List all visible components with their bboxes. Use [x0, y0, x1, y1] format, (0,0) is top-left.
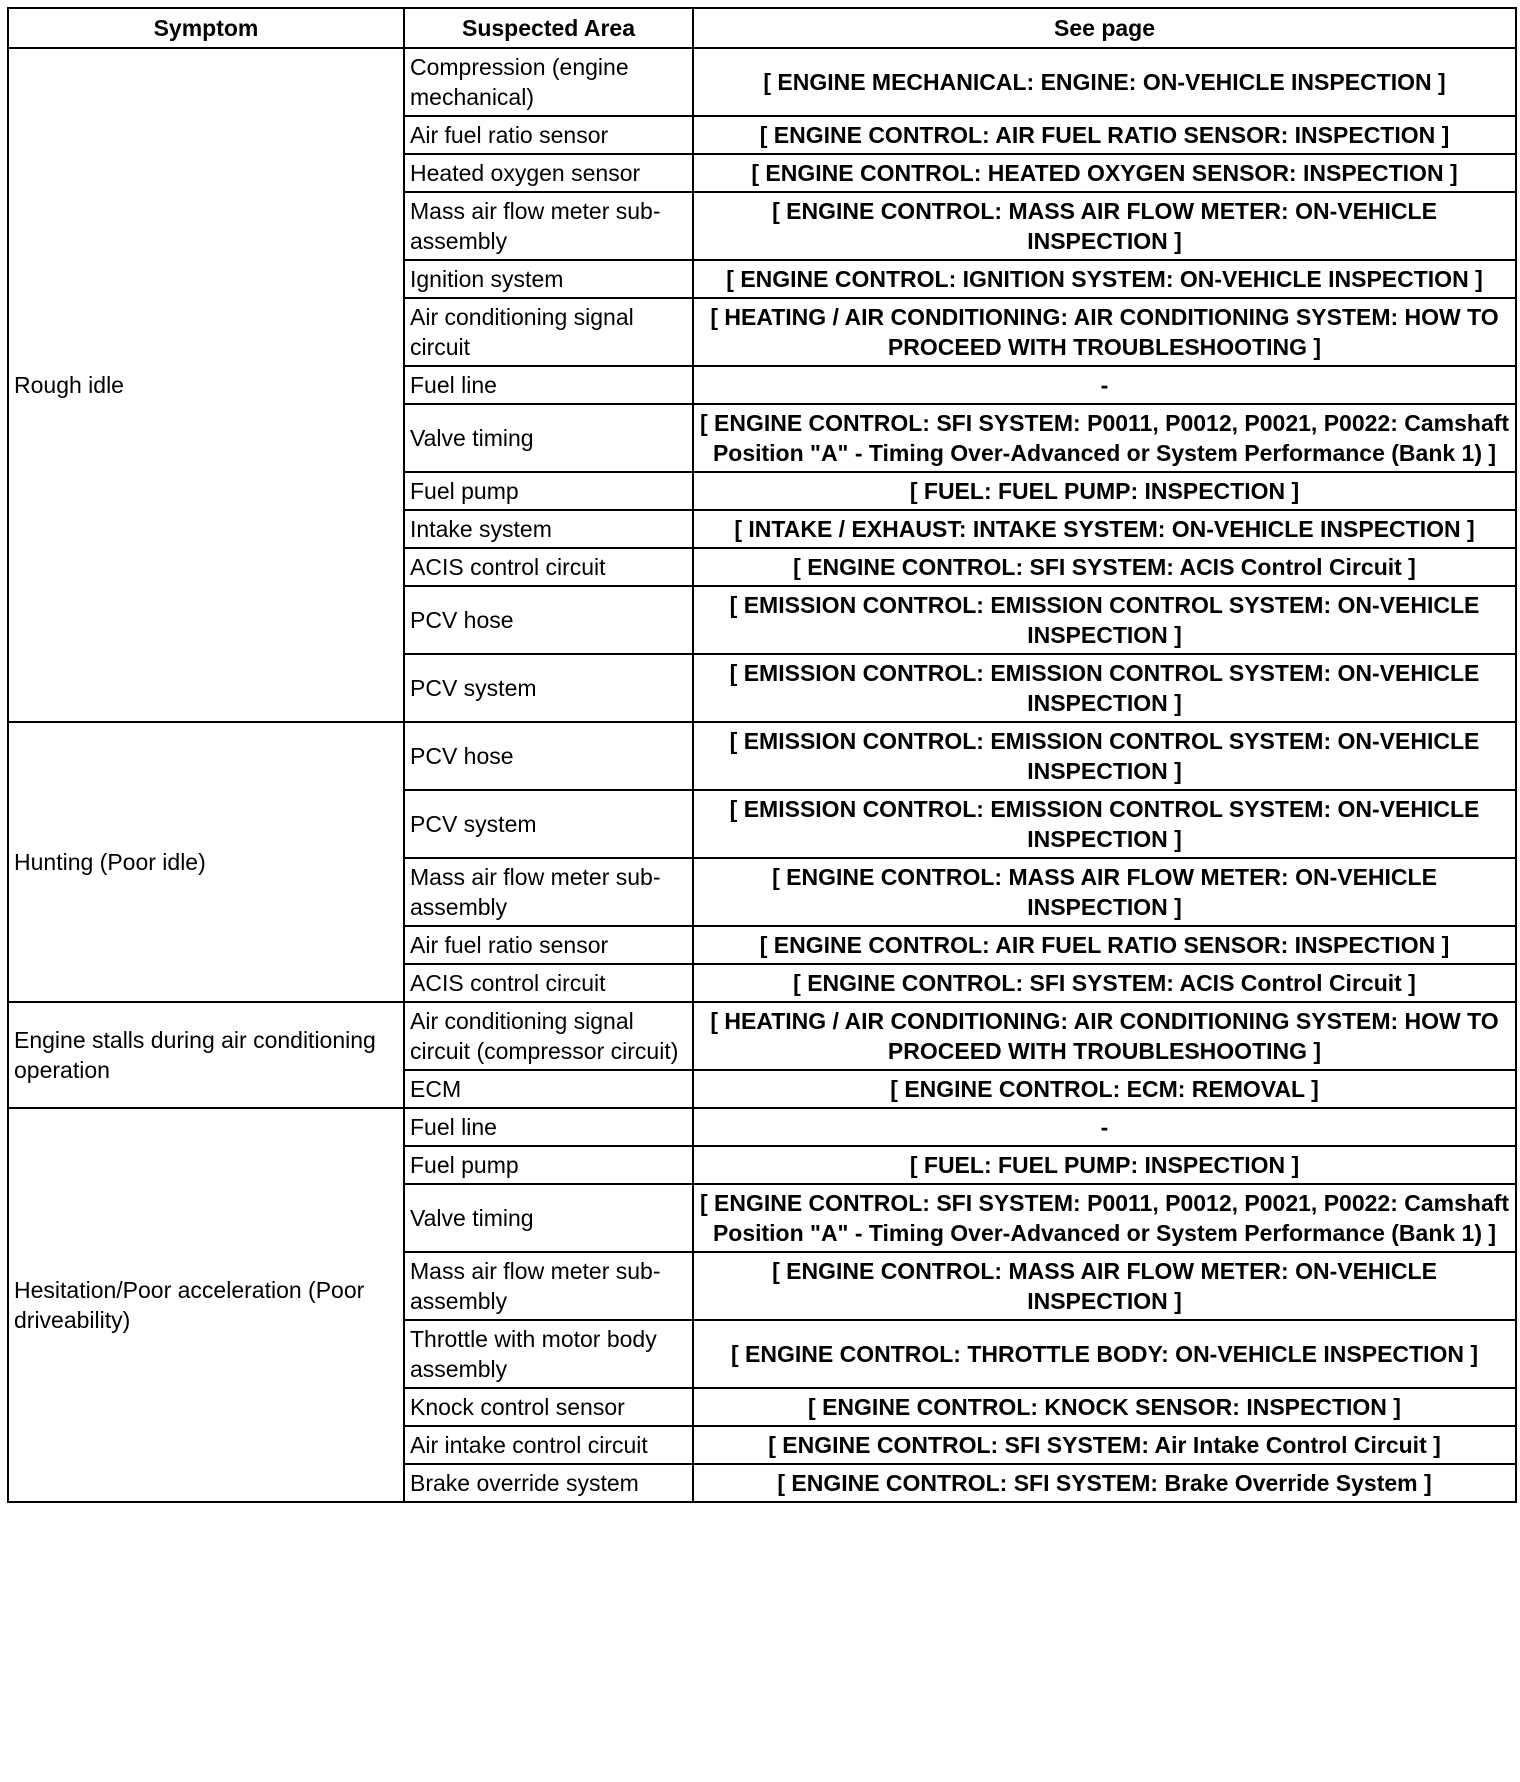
see-page-reference: [ ENGINE CONTROL: SFI SYSTEM: Air Intake Control Circuit ] — [693, 1426, 1516, 1464]
header-symptom: Symptom — [8, 8, 404, 48]
see-page-reference: [ ENGINE CONTROL: HEATED OXYGEN SENSOR: INSPECTION ] — [693, 154, 1516, 192]
header-row — [8, 8, 1516, 48]
suspected-area-cell: ACIS control circuit — [404, 964, 693, 1002]
suspected-area-cell: Throttle with motor body assembly — [404, 1320, 693, 1388]
see-page-reference: [ ENGINE CONTROL: AIR FUEL RATIO SENSOR: INSPECTION ] — [693, 926, 1516, 964]
see-page-reference: [ FUEL: FUEL PUMP: INSPECTION ] — [693, 472, 1516, 510]
troubleshooting-table — [7, 7, 1517, 1503]
see-page-reference: [ INTAKE / EXHAUST: INTAKE SYSTEM: ON-VEHICLE INSPECTION ] — [693, 510, 1516, 548]
suspected-area-cell: Mass air flow meter sub-assembly — [404, 858, 693, 926]
suspected-area-cell: ECM — [404, 1070, 693, 1108]
see-page-reference: [ EMISSION CONTROL: EMISSION CONTROL SYSTEM: ON-VEHICLE INSPECTION ] — [693, 790, 1516, 858]
suspected-area-cell: PCV hose — [404, 586, 693, 654]
see-page-reference: [ HEATING / AIR CONDITIONING: AIR CONDITIONING SYSTEM: HOW TO PROCEED WITH TROUBLESHOOTING ] — [693, 298, 1516, 366]
suspected-area-cell: PCV hose — [404, 722, 693, 790]
see-page-reference: [ ENGINE CONTROL: MASS AIR FLOW METER: ON-VEHICLE INSPECTION ] — [693, 1252, 1516, 1320]
see-page-reference: [ HEATING / AIR CONDITIONING: AIR CONDITIONING SYSTEM: HOW TO PROCEED WITH TROUBLESHOOTING ] — [693, 1002, 1516, 1070]
suspected-area-cell: Air fuel ratio sensor — [404, 926, 693, 964]
see-page-reference: [ ENGINE CONTROL: MASS AIR FLOW METER: ON-VEHICLE INSPECTION ] — [693, 858, 1516, 926]
suspected-area-cell: Air intake control circuit — [404, 1426, 693, 1464]
suspected-area-cell: Intake system — [404, 510, 693, 548]
table-row — [8, 1002, 1516, 1070]
suspected-area-cell: Air conditioning signal circuit (compressor circuit) — [404, 1002, 693, 1070]
symptom-cell: Rough idle — [8, 48, 404, 722]
header-suspected-area: Suspected Area — [404, 8, 693, 48]
suspected-area-cell: Compression (engine mechanical) — [404, 48, 693, 116]
suspected-area-cell: PCV system — [404, 790, 693, 858]
see-page-reference: [ EMISSION CONTROL: EMISSION CONTROL SYSTEM: ON-VEHICLE INSPECTION ] — [693, 654, 1516, 722]
see-page-reference: [ ENGINE CONTROL: SFI SYSTEM: P0011, P0012, P0021, P0022: Camshaft Position "A" - Timing Over-Advanced or System Performance (Bank 1) ] — [693, 1184, 1516, 1252]
suspected-area-cell: Mass air flow meter sub-assembly — [404, 192, 693, 260]
see-page-reference: [ ENGINE CONTROL: THROTTLE BODY: ON-VEHICLE INSPECTION ] — [693, 1320, 1516, 1388]
suspected-area-cell: Valve timing — [404, 1184, 693, 1252]
see-page-reference: - — [693, 366, 1516, 404]
see-page-reference: [ ENGINE CONTROL: MASS AIR FLOW METER: ON-VEHICLE INSPECTION ] — [693, 192, 1516, 260]
suspected-area-cell: Mass air flow meter sub-assembly — [404, 1252, 693, 1320]
see-page-reference: [ EMISSION CONTROL: EMISSION CONTROL SYSTEM: ON-VEHICLE INSPECTION ] — [693, 586, 1516, 654]
suspected-area-cell: Fuel pump — [404, 1146, 693, 1184]
symptom-cell: Hunting (Poor idle) — [8, 722, 404, 1002]
table-row — [8, 48, 1516, 116]
see-page-reference: [ ENGINE CONTROL: SFI SYSTEM: P0011, P0012, P0021, P0022: Camshaft Position "A" - Timing Over-Advanced or System Performance (Bank 1) ] — [693, 404, 1516, 472]
suspected-area-cell: Fuel line — [404, 1108, 693, 1146]
suspected-area-cell: Knock control sensor — [404, 1388, 693, 1426]
see-page-reference: [ ENGINE MECHANICAL: ENGINE: ON-VEHICLE INSPECTION ] — [693, 48, 1516, 116]
see-page-reference: [ EMISSION CONTROL: EMISSION CONTROL SYSTEM: ON-VEHICLE INSPECTION ] — [693, 722, 1516, 790]
suspected-area-cell: Air conditioning signal circuit — [404, 298, 693, 366]
header-see-page: See page — [693, 8, 1516, 48]
see-page-reference: [ ENGINE CONTROL: SFI SYSTEM: Brake Override System ] — [693, 1464, 1516, 1502]
see-page-reference: - — [693, 1108, 1516, 1146]
suspected-area-cell: Brake override system — [404, 1464, 693, 1502]
suspected-area-cell: Fuel line — [404, 366, 693, 404]
suspected-area-cell: Air fuel ratio sensor — [404, 116, 693, 154]
suspected-area-cell: ACIS control circuit — [404, 548, 693, 586]
table-row — [8, 722, 1516, 790]
see-page-reference: [ ENGINE CONTROL: SFI SYSTEM: ACIS Control Circuit ] — [693, 964, 1516, 1002]
see-page-reference: [ ENGINE CONTROL: KNOCK SENSOR: INSPECTION ] — [693, 1388, 1516, 1426]
suspected-area-cell: Ignition system — [404, 260, 693, 298]
see-page-reference: [ ENGINE CONTROL: ECM: REMOVAL ] — [693, 1070, 1516, 1108]
see-page-reference: [ ENGINE CONTROL: SFI SYSTEM: ACIS Control Circuit ] — [693, 548, 1516, 586]
table-row — [8, 1108, 1516, 1146]
symptom-cell: Hesitation/Poor acceleration (Poor driveability) — [8, 1108, 404, 1502]
see-page-reference: [ FUEL: FUEL PUMP: INSPECTION ] — [693, 1146, 1516, 1184]
suspected-area-cell: Valve timing — [404, 404, 693, 472]
table-body — [8, 48, 1516, 1502]
suspected-area-cell: PCV system — [404, 654, 693, 722]
suspected-area-cell: Heated oxygen sensor — [404, 154, 693, 192]
see-page-reference: [ ENGINE CONTROL: AIR FUEL RATIO SENSOR: INSPECTION ] — [693, 116, 1516, 154]
symptom-cell: Engine stalls during air conditioning operation — [8, 1002, 404, 1108]
see-page-reference: [ ENGINE CONTROL: IGNITION SYSTEM: ON-VEHICLE INSPECTION ] — [693, 260, 1516, 298]
suspected-area-cell: Fuel pump — [404, 472, 693, 510]
